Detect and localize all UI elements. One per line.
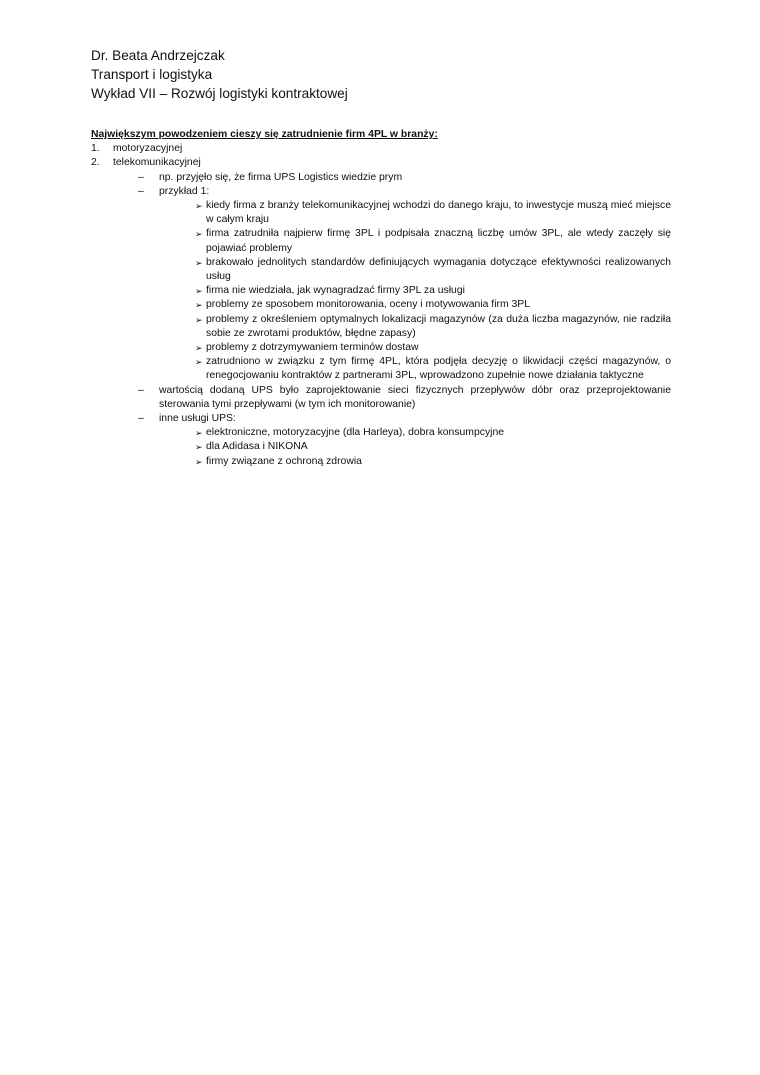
item-number: 2. — [91, 157, 100, 169]
arrow-bullet-icon: ➢ — [195, 442, 203, 453]
arrow-bullet-item — [195, 426, 671, 440]
arrow-bullet-item — [195, 199, 671, 227]
arrow-bullet-item — [195, 256, 671, 284]
dash-item — [138, 171, 671, 185]
arrow-bullet-icon: ➢ — [195, 300, 203, 311]
lecture-title: Wykład VII – Rozwój logistyki kontraktowej — [91, 86, 348, 101]
bullet-text: zatrudniono w związku z tym firmę 4PL, która podjęła decyzję o likwidacji części magazynów, o renegocjowaniu kontraktów z partnerami 3PL, wprowadzono zupełnie nowe działania taktyczne — [206, 356, 671, 382]
dash-marker: – — [138, 171, 144, 183]
dash-item — [138, 384, 671, 412]
author-name: Dr. Beata Andrzejczak — [91, 48, 225, 63]
dash-marker: – — [138, 185, 144, 197]
arrow-bullet-item — [195, 298, 671, 312]
arrow-bullet-item — [195, 355, 671, 383]
arrow-bullet-item — [195, 313, 671, 341]
course-title: Transport i logistyka — [91, 67, 213, 82]
numbered-item — [91, 156, 671, 170]
document-body — [91, 128, 671, 469]
arrow-bullet-icon: ➢ — [195, 357, 203, 368]
arrow-bullet-icon: ➢ — [195, 229, 203, 240]
dash-item — [138, 185, 671, 199]
bullet-text: dla Adidasa i NIKONA — [206, 441, 308, 453]
arrow-bullet-item — [195, 341, 671, 355]
arrow-bullet-icon: ➢ — [195, 201, 203, 212]
dash-item-text: przykład 1: — [159, 185, 210, 197]
bullet-text: elektroniczne, motoryzacyjne (dla Harleya), dobra konsumpcyjne — [206, 427, 505, 439]
bullet-text: problemy z określeniem optymalnych lokalizacji magazynów (za duża liczba magazynów, nie radziła sobie ze zwrotami produktów, błędne zapasy) — [206, 313, 671, 339]
dash-item-text: inne usługi UPS: — [159, 413, 236, 425]
arrow-bullet-icon: ➢ — [195, 286, 203, 297]
dash-marker: – — [138, 413, 144, 425]
arrow-bullet-item — [195, 284, 671, 298]
item-text: motoryzacyjnej — [113, 143, 183, 155]
numbered-item — [91, 142, 671, 156]
bullet-text: brakowało jednolitych standardów definiujących wymagania dotyczące efektywności realizowanych usług — [206, 256, 671, 283]
arrow-bullet-icon: ➢ — [195, 314, 203, 325]
bullet-text: firmy związane z ochroną zdrowia — [206, 455, 362, 467]
document-header — [91, 46, 348, 103]
arrow-bullet-item — [195, 227, 671, 255]
bullet-text: problemy ze sposobem monitorowania, oceny i motywowania firm 3PL — [206, 299, 530, 311]
arrow-bullet-icon: ➢ — [195, 428, 203, 439]
bullet-text: firma zatrudniła najpierw firmę 3PL i podpisała znaczną liczbę umów 3PL, ale wtedy zaczęły się pojawiać problemy — [206, 228, 671, 254]
bullet-text: problemy z dotrzymywaniem terminów dostaw — [206, 342, 419, 354]
bullet-text: firma nie wiedziała, jak wynagradzać firmy 3PL za usługi — [206, 285, 465, 297]
dash-item — [138, 412, 671, 426]
arrow-bullet-icon: ➢ — [195, 257, 203, 268]
arrow-bullet-item — [195, 455, 671, 469]
item-number: 1. — [91, 143, 100, 155]
bullet-text: kiedy firma z branży telekomunikacyjnej wchodzi do danego kraju, to inwestycje muszą mieć miejsce w całym kraju — [206, 200, 671, 226]
arrow-bullet-icon: ➢ — [195, 456, 203, 467]
dash-item-text: wartością dodaną UPS było zaprojektowanie sieci fizycznych przepływów dóbr oraz przeprojektowanie sterowania tymi przepływami (w tym ich monitorowanie) — [159, 384, 671, 410]
arrow-bullet-icon: ➢ — [195, 343, 203, 354]
dash-marker: – — [138, 384, 144, 396]
item-text: telekomunikacyjnej — [113, 157, 201, 169]
section-heading: Największym powodzeniem cieszy się zatrudnienie firm 4PL w branży: — [91, 129, 438, 140]
arrow-bullet-item — [195, 440, 671, 454]
dash-item-text: np. przyjęło się, że firma UPS Logistics wiedzie prym — [159, 171, 403, 183]
